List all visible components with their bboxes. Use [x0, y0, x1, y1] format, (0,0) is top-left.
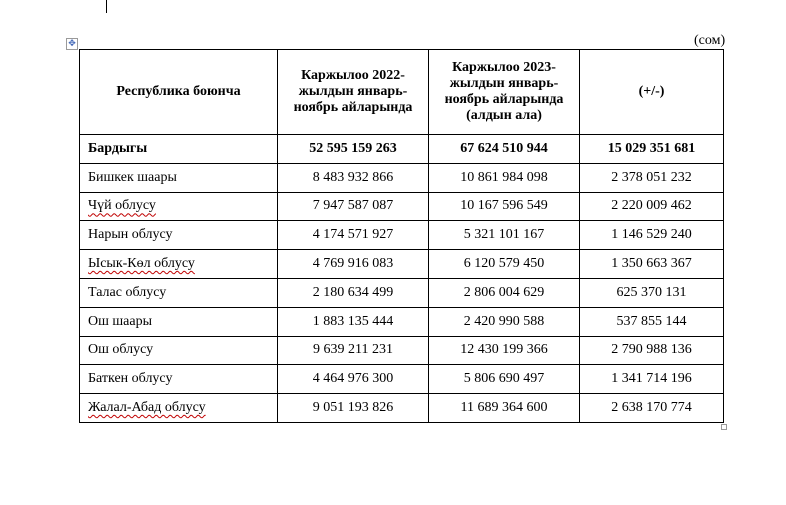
- row-name: Ош шаары: [88, 313, 153, 329]
- row-value-2022: 8 483 932 866: [312, 169, 394, 185]
- table-row: [80, 307, 724, 336]
- row-value-2022: 4 769 916 083: [312, 256, 394, 272]
- row-difference-cell: [580, 336, 724, 365]
- text-cursor: [106, 0, 107, 13]
- row-name-cell: [80, 336, 278, 365]
- row-name-cell: [80, 192, 278, 221]
- row-value-2022: 4 174 571 927: [312, 227, 394, 243]
- header-difference: (+/-): [580, 50, 724, 135]
- row-value-2023: 6 120 579 450: [463, 256, 545, 272]
- table-row: [80, 336, 724, 365]
- table-row: [80, 250, 724, 279]
- row-value-2022-cell: [278, 163, 429, 192]
- table-header-row: [80, 50, 724, 135]
- row-name: Ысык-Көл облусу: [88, 256, 195, 272]
- table-row: [80, 365, 724, 394]
- row-value-2022-cell: [278, 250, 429, 279]
- table-resize-handle[interactable]: [721, 424, 727, 430]
- row-name: Баткен облусу: [88, 371, 173, 387]
- row-difference-cell: [580, 307, 724, 336]
- row-difference: 625 370 131: [616, 284, 687, 300]
- row-difference: 15 029 351 681: [607, 140, 696, 156]
- row-value-2022: 52 595 159 263: [309, 140, 397, 156]
- row-difference: 537 855 144: [616, 313, 687, 329]
- row-difference-cell: [580, 192, 724, 221]
- row-difference-cell: [580, 278, 724, 307]
- row-difference-cell: [580, 365, 724, 394]
- row-value-2023-cell: [429, 135, 580, 164]
- row-difference-cell: [580, 394, 724, 423]
- row-difference-cell: [580, 250, 724, 279]
- row-difference: 2 220 009 462: [611, 198, 692, 214]
- row-value-2023-cell: [429, 365, 580, 394]
- row-value-2023: 12 430 199 366: [460, 342, 548, 358]
- row-name: Талас облусу: [88, 284, 167, 300]
- row-value-2023: 10 861 984 098: [460, 169, 548, 185]
- row-value-2022: 9 051 193 826: [312, 400, 394, 416]
- row-name-cell: [80, 365, 278, 394]
- row-value-2022-cell: [278, 336, 429, 365]
- funding-table: [79, 49, 724, 423]
- row-value-2022-cell: [278, 135, 429, 164]
- row-difference-cell: [580, 135, 724, 164]
- row-name: Бишкек шаары: [88, 169, 177, 185]
- row-difference: 1 341 714 196: [611, 371, 692, 387]
- row-value-2023-cell: [429, 163, 580, 192]
- table-row: [80, 163, 724, 192]
- row-name-cell: [80, 307, 278, 336]
- row-name: Ош облусу: [88, 342, 154, 358]
- row-difference: 1 146 529 240: [611, 227, 692, 243]
- table-row: [80, 394, 724, 423]
- row-value-2023-cell: [429, 250, 580, 279]
- row-difference-cell: [580, 221, 724, 250]
- row-difference: 2 790 988 136: [611, 342, 692, 358]
- row-value-2023-cell: [429, 336, 580, 365]
- row-difference-cell: [580, 163, 724, 192]
- row-value-2022: 1 883 135 444: [312, 313, 394, 329]
- row-name: Бардыгы: [88, 140, 148, 156]
- table-row: [80, 278, 724, 307]
- row-value-2023-cell: [429, 278, 580, 307]
- table-row: [80, 192, 724, 221]
- row-value-2022: 4 464 976 300: [312, 371, 394, 387]
- table-move-handle-icon[interactable]: ✥: [66, 38, 78, 50]
- row-difference: 2 378 051 232: [611, 169, 692, 185]
- row-name-cell: [80, 394, 278, 423]
- row-difference: 2 638 170 774: [611, 400, 692, 416]
- row-value-2023: 5 321 101 167: [463, 227, 545, 243]
- row-name-cell: [80, 250, 278, 279]
- row-value-2023: 5 806 690 497: [463, 371, 545, 387]
- row-value-2023-cell: [429, 221, 580, 250]
- header-funding-2023: Каржылоо 2023-жылдын январь-ноябрь айларында (алдын ала): [429, 50, 580, 135]
- row-name: Чүй облусу: [88, 198, 156, 214]
- row-value-2023: 2 806 004 629: [463, 284, 545, 300]
- row-name-cell: [80, 221, 278, 250]
- row-value-2023-cell: [429, 394, 580, 423]
- row-value-2023-cell: [429, 307, 580, 336]
- row-name-cell: [80, 278, 278, 307]
- row-value-2023: 11 689 364 600: [460, 400, 548, 416]
- row-difference: 1 350 663 367: [611, 256, 692, 272]
- header-funding-2022: Каржылоо 2022-жылдын январь-ноябрь айларында: [278, 50, 429, 135]
- row-name-cell: [80, 135, 278, 164]
- row-value-2023-cell: [429, 192, 580, 221]
- row-name-cell: [80, 163, 278, 192]
- row-value-2022-cell: [278, 394, 429, 423]
- header-region: Республика боюнча: [80, 50, 278, 135]
- row-name: Жалал-Абад облусу: [88, 400, 206, 416]
- row-value-2022: 9 639 211 231: [313, 342, 393, 358]
- row-value-2023: 67 624 510 944: [460, 140, 548, 156]
- row-value-2022-cell: [278, 307, 429, 336]
- table-row-total: [80, 135, 724, 164]
- row-value-2023: 10 167 596 549: [460, 198, 548, 214]
- row-value-2023: 2 420 990 588: [463, 313, 545, 329]
- row-value-2022-cell: [278, 192, 429, 221]
- row-value-2022: 2 180 634 499: [312, 284, 394, 300]
- table-row: [80, 221, 724, 250]
- row-name: Нарын облусу: [88, 227, 173, 243]
- row-value-2022-cell: [278, 221, 429, 250]
- unit-label: (сом): [694, 33, 726, 48]
- row-value-2022-cell: [278, 278, 429, 307]
- row-value-2022: 7 947 587 087: [312, 198, 394, 214]
- row-value-2022-cell: [278, 365, 429, 394]
